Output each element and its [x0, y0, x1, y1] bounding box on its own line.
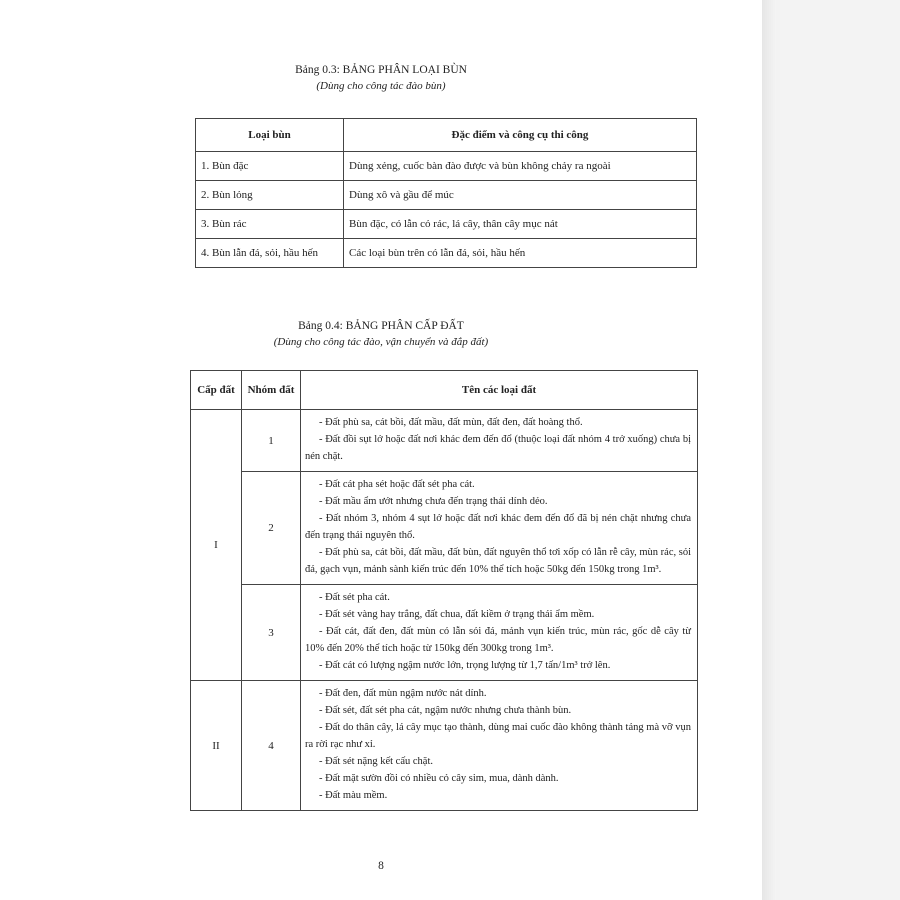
header-characteristics: Đặc điểm và công cụ thi công	[344, 119, 697, 152]
soil-line: - Đất đồi sụt lở hoặc đất nơi khác đem đến đổ (thuộc loại đất nhóm 4 trở xuống) chưa bị nén chặt.	[305, 434, 691, 462]
soil-line: - Đất sét pha cát.	[319, 592, 390, 603]
soil-line: - Đất do thân cây, lá cây mục tạo thành, dùng mai cuốc đào không thành tảng mà vỡ vụn ra rời rạc như xỉ.	[305, 722, 691, 750]
soil-group-cell: 2	[242, 472, 301, 585]
soil-names-cell	[301, 681, 698, 811]
table2-caption: Bảng 0.4: BẢNG PHÂN CẤP ĐẤT	[298, 320, 464, 332]
soil-line: - Đất sét nặng kết cấu chặt.	[319, 756, 433, 767]
table2-subcaption: (Dùng cho công tác đào, vận chuyển và đắp đất)	[273, 336, 489, 348]
soil-group-cell: 1	[242, 410, 301, 472]
table1-caption: Bảng 0.3: BẢNG PHÂN LOẠI BÙN	[295, 64, 467, 76]
table1-caption-block	[0, 62, 762, 94]
soil-names-cell	[301, 410, 698, 472]
soil-line: - Đất đen, đất mùn ngậm nước nát dính.	[319, 688, 487, 699]
soil-line: - Đất cát, đất đen, đất mùn có lẫn sỏi đá, mảnh vụn kiến trúc, mùn rác, gốc dễ cây từ 10% đến 20% thể tích hoặc từ 150kg đến 300kg trong 1m³.	[305, 626, 691, 654]
sludge-classification-table	[195, 118, 697, 268]
page-gutter	[762, 0, 776, 900]
table2-caption-block	[0, 318, 762, 350]
soil-level-cell: I	[191, 410, 242, 681]
table-row	[191, 472, 698, 585]
header-soil-group: Nhóm đất	[242, 371, 301, 410]
table-header-row	[196, 119, 697, 152]
soil-line: - Đất mặt sườn đồi có nhiều cỏ cây sim, mua, dành dành.	[319, 773, 559, 784]
characteristics-cell: Dùng xô và gầu để múc	[344, 181, 697, 210]
table-header-row	[191, 371, 698, 410]
header-soil-names: Tên các loại đất	[301, 371, 698, 410]
characteristics-cell: Các loại bùn trên có lẫn đá, sỏi, hầu hến	[344, 239, 697, 268]
soil-names-cell	[301, 472, 698, 585]
sludge-type-cell: 1. Bùn đặc	[196, 152, 344, 181]
table-row	[196, 239, 697, 268]
characteristics-cell: Bùn đặc, có lẫn cỏ rác, lá cây, thân cây mục nát	[344, 210, 697, 239]
soil-line: - Đất sét, đất sét pha cát, ngậm nước nhưng chưa thành bùn.	[319, 705, 572, 716]
soil-line: - Đất phù sa, cát bồi, đất mầu, đất mùn, đất đen, đất hoàng thổ.	[319, 417, 583, 428]
table-row	[196, 210, 697, 239]
table-row	[196, 152, 697, 181]
table1-subcaption: (Dùng cho công tác đào bùn)	[316, 80, 446, 92]
header-soil-level: Cấp đất	[191, 371, 242, 410]
soil-line: - Đất phù sa, cát bồi, đất mầu, đất bùn, đất nguyên thổ tơi xốp có lẫn rễ cây, mùn rác, sỏi đá, gạch vụn, mảnh sành kiến trúc đến 10% thể tích hoặc 50kg đến 150kg trong 1m³.	[305, 547, 691, 575]
table-row	[191, 410, 698, 472]
soil-level-cell: II	[191, 681, 242, 811]
table-row	[191, 585, 698, 681]
sludge-type-cell: 3. Bùn rác	[196, 210, 344, 239]
table-row	[191, 681, 698, 811]
soil-line: - Đất cát pha sét hoặc đất sét pha cát.	[319, 479, 475, 490]
page-number: 8	[378, 860, 384, 872]
sludge-type-cell: 2. Bùn lỏng	[196, 181, 344, 210]
sludge-type-cell: 4. Bùn lẫn đá, sỏi, hầu hến	[196, 239, 344, 268]
background-margin	[776, 0, 900, 900]
soil-line: - Đất cát có lượng ngậm nước lớn, trọng lượng từ 1,7 tấn/1m³ trở lên.	[319, 660, 611, 671]
soil-line: - Đất mầu ẩm ướt nhưng chưa đến trạng thái dính dẻo.	[319, 496, 548, 507]
soil-names-cell	[301, 585, 698, 681]
soil-classification-table	[190, 370, 698, 811]
soil-group-cell: 3	[242, 585, 301, 681]
soil-line: - Đất sét vàng hay trắng, đất chua, đất kiềm ở trạng thái ẩm mềm.	[319, 609, 595, 620]
soil-line: - Đất màu mềm.	[319, 790, 388, 801]
soil-group-cell: 4	[242, 681, 301, 811]
soil-line: - Đất nhóm 3, nhóm 4 sụt lở hoặc đất nơi khác đem đến đổ đã bị nén chặt nhưng chưa đến trạng thái nguyên thổ.	[305, 513, 691, 541]
header-sludge-type: Loại bùn	[196, 119, 344, 152]
characteristics-cell: Dùng xẻng, cuốc bàn đào được và bùn không chảy ra ngoài	[344, 152, 697, 181]
table-row	[196, 181, 697, 210]
